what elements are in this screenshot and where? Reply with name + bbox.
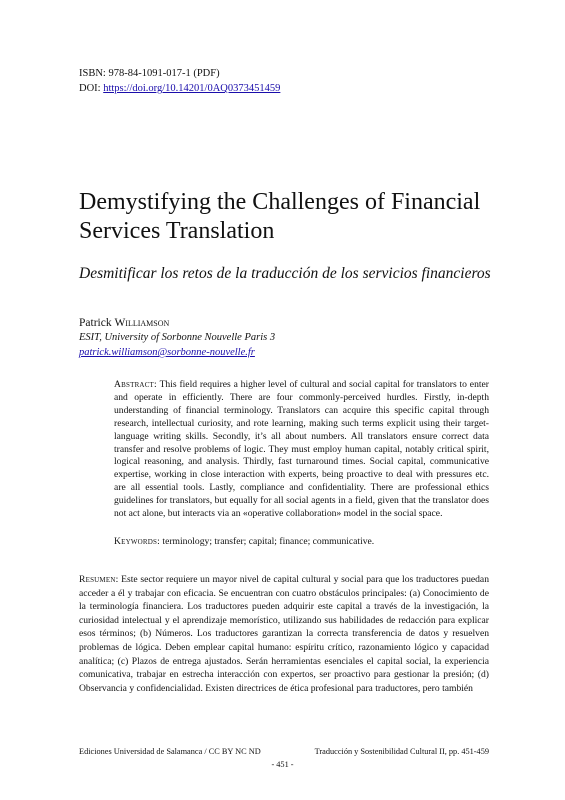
doi-link[interactable]: https://doi.org/10.14201/0AQ0373451459 <box>103 83 281 94</box>
abstract <box>114 379 489 521</box>
resumen <box>79 573 489 695</box>
author-email-link[interactable]: patrick.williamson@sorbonne-nouvelle.fr <box>79 347 255 358</box>
footer-publisher: Ediciones Universidad de Salamanca / CC BY NC ND <box>79 747 261 756</box>
doi-prefix: DOI: <box>79 83 104 94</box>
keywords <box>114 536 489 549</box>
doi-line <box>79 81 280 96</box>
keywords-text: terminology; transfer; capital; finance; communicative. <box>162 536 375 547</box>
author-last-name: Williamson <box>114 317 170 329</box>
resumen-label: Resumen: <box>79 574 119 585</box>
author-name <box>79 316 169 330</box>
author-affiliation: ESIT, University of Sorbonne Nouvelle Paris 3 <box>79 332 276 343</box>
abstract-label: Abstract: <box>114 379 157 390</box>
paper-title: Demystifying the Challenges of Financial Services Translation <box>79 189 481 244</box>
abstract-text: This field requires a higher level of cultural and social capital for translators to enter and operate in efficiently. There are four commonly-perceived hurdles. Firstly, in-depth understanding of financial terminology. Translators can acquire this specific capital through research, intellectual curiosity, and rote learning, making such terms explicit using their target-language writing skills. Secondly, it’s all about numbers. All translators ensure correct data transfer and resolve problems of logic. They must employ human capital, notably critical spirit, logical reasoning, and analysis. Thirdly, fast turnaround times. Social capital, communicative expertise, working in close interaction with experts, being proactive to deal with pressures etc. are all essential tools. Lastly, compliance and confidentiality. There are professional ethics guidelines for translators, but equally for all social agents in a field, given that the translator does not act alone, but interacts via an «operative collaboration» model in the social space. <box>114 379 489 520</box>
paper-subtitle: Desmitificar los retos de la traducción de los servicios financieros <box>79 265 491 282</box>
resumen-text: Este sector requiere un mayor nivel de capital cultural y social para que los traductores puedan acceder a él y trabajar con eficacia. Se encuentran con cuatro obstáculos principales: (a) Conocimiento de la terminología financiera. Los traductores pueden adquirir este capital a través de la investigación, la curiosidad intelectual y el aprendizaje memorístico, utilizando sus habilidades de redacción para explicar esos términos; (b) Números. Los traductores garantizan la correcta transferencia de datos y resuelven problemas de lógica. Deben emplear capital humano: espíritu crítico, razonamiento lógico y capacidad analítica; (c) Plazos de entrega ajustados. Serán herramientas esenciales el capital social, la experiencia comunicativa, trabajar en estrecha interacción con expertos, ser proactivo para gestionar la presión; (d) Observancia y confidencialidad. Existen directrices de ética profesional para traductores, pero también <box>79 574 489 694</box>
keywords-label: Keywords: <box>114 536 161 547</box>
isbn-line: ISBN: 978-84-1091-017-1 (PDF) <box>79 68 220 79</box>
publication-metadata <box>79 66 280 96</box>
author-email <box>79 346 255 360</box>
footer-journal: Traducción y Sostenibilidad Cultural II, pp. 451-459 <box>314 747 489 756</box>
author-first-name: Patrick <box>79 317 115 329</box>
page-number: - 451 - <box>271 760 294 769</box>
